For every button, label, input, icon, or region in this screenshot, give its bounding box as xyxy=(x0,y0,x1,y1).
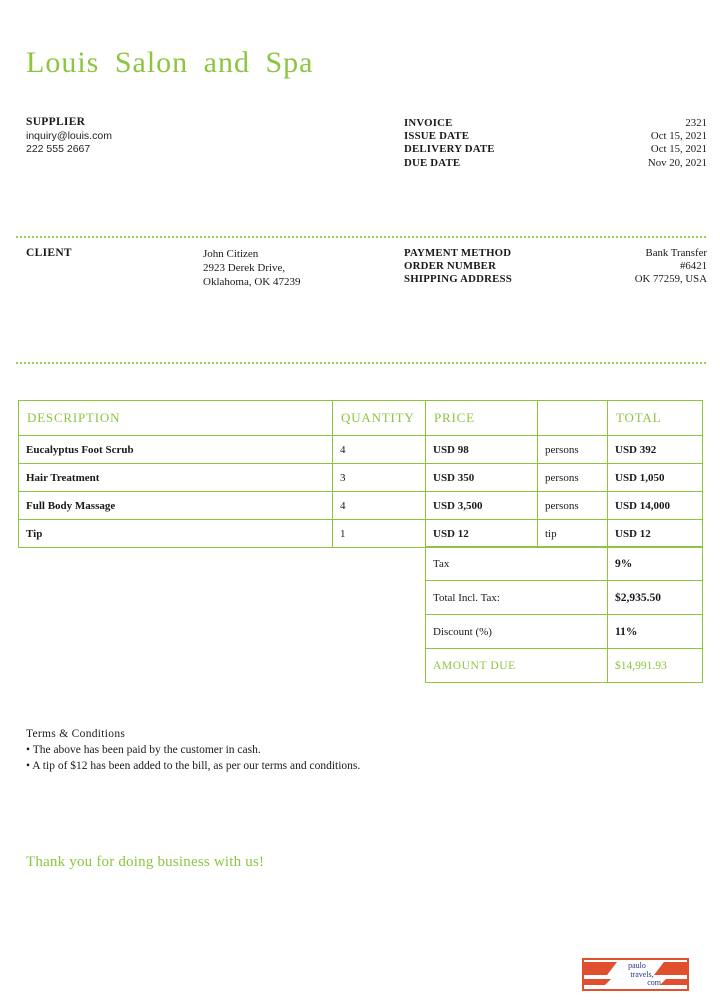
divider-bottom xyxy=(16,362,708,364)
table-row xyxy=(19,464,703,492)
client-name: John Citizen xyxy=(203,248,259,260)
payment-method-row xyxy=(404,247,707,260)
amount-due-row xyxy=(426,649,703,683)
due-date-label: DUE DATE xyxy=(404,156,461,169)
shipping-address-value: OK 77259, USA xyxy=(634,273,707,286)
company-title: Louis Salon and Spa xyxy=(26,46,314,79)
logo-text-line1: paulo xyxy=(628,961,646,970)
client-street: 2923 Derek Drive, xyxy=(203,262,286,274)
item-description: Hair Treatment xyxy=(19,464,333,492)
item-total: USD 392 xyxy=(608,436,703,464)
header-price: PRICE xyxy=(426,401,538,436)
client-address-block xyxy=(203,247,300,289)
header-total: TOTAL xyxy=(608,401,703,436)
invoice-number-row xyxy=(404,117,707,130)
item-unit: persons xyxy=(538,492,608,520)
table-row xyxy=(19,520,703,548)
issue-date-label: ISSUE DATE xyxy=(404,130,470,143)
invoice-meta-block xyxy=(404,117,707,170)
shipping-address-row xyxy=(404,273,707,286)
item-quantity: 4 xyxy=(333,492,426,520)
discount-label: Discount (%) xyxy=(426,615,608,649)
item-price: USD 12 xyxy=(426,520,538,548)
amount-due-label: AMOUNT DUE xyxy=(426,649,608,683)
items-table xyxy=(18,400,703,548)
terms-title: Terms & Conditions xyxy=(26,728,126,740)
order-number-label: ORDER NUMBER xyxy=(404,260,497,273)
logo-shape-bottom-right xyxy=(660,979,687,985)
item-unit: persons xyxy=(538,464,608,492)
tax-label: Tax xyxy=(426,547,608,581)
item-unit: tip xyxy=(538,520,608,548)
item-description: Eucalyptus Foot Scrub xyxy=(19,436,333,464)
tax-value: 9% xyxy=(608,547,703,581)
header-description: DESCRIPTION xyxy=(19,401,333,436)
amount-due-value: $14,991.93 xyxy=(608,649,703,683)
terms-section xyxy=(26,726,360,774)
item-description: Tip xyxy=(19,520,333,548)
delivery-date-label: DELIVERY DATE xyxy=(404,143,495,156)
supplier-email: inquiry@louis.com xyxy=(26,129,112,142)
supplier-label: SUPPLIER xyxy=(26,116,86,128)
tax-row xyxy=(426,547,703,581)
item-quantity: 1 xyxy=(333,520,426,548)
order-number-value: #6421 xyxy=(680,260,707,273)
logo-text xyxy=(613,962,661,988)
invoice-number-label: INVOICE xyxy=(404,117,453,129)
discount-row xyxy=(426,615,703,649)
client-city: Oklahoma, OK 47239 xyxy=(203,276,301,288)
paulo-travels-logo xyxy=(582,958,689,991)
due-date-value: Nov 20, 2021 xyxy=(647,156,707,169)
total-incl-tax-value: $2,935.50 xyxy=(608,581,703,615)
item-total: USD 14,000 xyxy=(608,492,703,520)
item-description: Full Body Massage xyxy=(19,492,333,520)
order-number-row xyxy=(404,260,707,273)
total-incl-tax-label: Total Incl. Tax: xyxy=(426,581,608,615)
client-label: CLIENT xyxy=(26,247,72,259)
table-row xyxy=(19,492,703,520)
payment-method-label: PAYMENT METHOD xyxy=(404,247,512,259)
items-header-row xyxy=(19,401,703,436)
issue-date-row xyxy=(404,130,707,143)
payment-method-value: Bank Transfer xyxy=(645,247,707,259)
item-total: USD 12 xyxy=(608,520,703,548)
item-quantity: 4 xyxy=(333,436,426,464)
table-row xyxy=(19,436,703,464)
invoice-number-value: 2321 xyxy=(685,117,707,129)
due-date-row xyxy=(404,157,707,170)
item-price: USD 350 xyxy=(426,464,538,492)
item-quantity: 3 xyxy=(333,464,426,492)
supplier-block xyxy=(26,116,112,157)
issue-date-value: Oct 15, 2021 xyxy=(650,130,707,143)
header-quantity: QUANTITY xyxy=(333,401,426,436)
header-unit xyxy=(538,401,608,436)
item-unit: persons xyxy=(538,436,608,464)
item-price: USD 3,500 xyxy=(426,492,538,520)
supplier-phone: 222 555 2667 xyxy=(26,143,91,155)
shipping-address-label: SHIPPING ADDRESS xyxy=(404,273,512,286)
summary-table xyxy=(425,546,703,683)
delivery-date-value: Oct 15, 2021 xyxy=(650,143,707,156)
terms-bullet-2: • A tip of $12 has been added to the bill, as per our terms and conditions. xyxy=(26,760,361,772)
total-incl-tax-row xyxy=(426,581,703,615)
logo-text-line3: com xyxy=(647,978,661,987)
item-total: USD 1,050 xyxy=(608,464,703,492)
logo-text-line2: travels, xyxy=(630,969,654,979)
discount-value: 11% xyxy=(608,615,703,649)
delivery-date-row xyxy=(404,143,707,156)
thank-you-message: Thank you for doing business with us! xyxy=(26,854,265,870)
divider-top xyxy=(16,236,708,238)
logo-shape-bottom-left xyxy=(584,979,611,985)
item-price: USD 98 xyxy=(426,436,538,464)
payment-meta-block xyxy=(404,247,707,287)
terms-bullet-1: • The above has been paid by the customer in cash. xyxy=(26,744,261,756)
